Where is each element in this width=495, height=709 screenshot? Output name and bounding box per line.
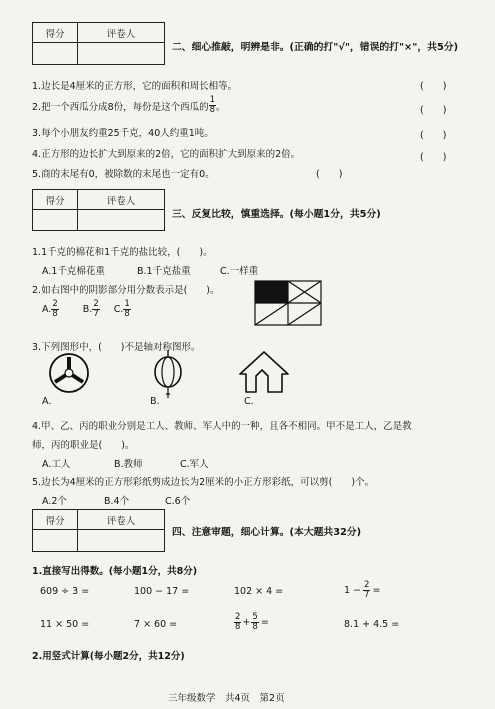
calc-item: 609 ÷ 3 =: [40, 586, 90, 597]
s3-q4-line1: 4.甲、乙、丙的职业分别是工人、教师、军人中的一种，且各不相同。甲不是工人，乙是教: [32, 421, 412, 432]
s3-q1-option-a: A.1千克棉花重: [42, 266, 105, 277]
s3-q1: 1.1千克的棉花和1千克的盐比较，( )。: [32, 247, 213, 258]
s3-q4-option-a: A.工人: [42, 459, 71, 470]
calc-item: 11 × 50 =: [40, 619, 90, 630]
s3-q2-option-b: B.: [82, 304, 93, 315]
s3-q1-option-c: C.一样重: [220, 266, 259, 277]
s3-q3: 3.下列图形中，( )不是轴对称图形。: [32, 342, 201, 353]
lantern-figure: [150, 350, 186, 400]
s2-item-4: 4.正方形的边长扩大到原来的2倍，它的面积扩大到原来的2倍。: [32, 149, 301, 160]
grader-cell: [78, 43, 165, 65]
s3-q4-line2: 师，丙的职业是( )。: [32, 440, 135, 451]
section2-title: 二、细心推敲，明辨是非。(正确的打"√"，错误的打"×"，共5分): [172, 42, 459, 53]
grader-label: 评卷人: [78, 23, 165, 43]
grader-label: 评卷人: [78, 510, 165, 530]
score-label: 得分: [33, 190, 78, 210]
calc-item: 102 × 4 =: [234, 586, 284, 597]
calc-item: 1 − $\frac{2}{7}$ =: [344, 580, 381, 600]
house-shape-figure: [238, 350, 290, 394]
s2-paren-5: ( ): [316, 169, 343, 180]
grader-cell: [78, 530, 165, 552]
fraction-shading-figure: [254, 280, 322, 326]
s3-q2-options: [42, 300, 131, 319]
s2-item-5: 5.商的末尾有0，被除数的末尾也一定有0。: [32, 169, 215, 180]
s2-item-1: 1.边长是4厘米的正方形，它的面积和周长相等。: [32, 81, 238, 92]
section3-title: 三、反复比较，慎重选择。(每小题1分，共5分): [172, 209, 381, 220]
score-cell: [33, 43, 78, 65]
fraction: $\frac{1}{8}$: [124, 299, 130, 319]
score-box: [32, 22, 165, 65]
s2-paren-1: ( ): [420, 81, 447, 92]
s2-item-2: 2.把一个西瓜分成8份，每份是这个西瓜的 $\frac{1}{8}$ 。: [32, 95, 226, 115]
s3-q3-option-a: A.: [42, 396, 52, 407]
s2-paren-4: ( ): [420, 152, 447, 163]
section4-title: 四、注意审题，细心计算。(本大题共32分): [172, 527, 362, 538]
s3-q2: 2.如右图中的阴影部分用分数表示是( )。: [32, 285, 220, 296]
s4-q1-title: 1.直接写出得数。(每小题1分，共8分): [32, 566, 198, 577]
fraction: $\frac{2}{7}$: [364, 580, 370, 600]
fraction: $\frac{1}{8}$: [209, 95, 216, 115]
s3-q3-option-b: B.: [150, 396, 160, 407]
fraction: $\frac{2}{7}$: [93, 299, 99, 319]
s3-q5: 5.边长为4厘米的正方形彩纸剪成边长为2厘米的小正方形彩纸，可以剪( )个。: [32, 477, 375, 488]
score-cell: [33, 210, 78, 231]
fraction: $\frac{2}{8}$: [52, 299, 58, 319]
s3-q4-option-c: C.军人: [180, 459, 209, 470]
s4-q2-title: 2.用竖式计算(每小题2分，共12分): [32, 651, 185, 662]
s2-paren-3: ( ): [420, 130, 447, 141]
s3-q4-option-b: B.教师: [114, 459, 143, 470]
s2-item-3: 3.每个小朋友约重25千克，40人约重1吨。: [32, 128, 214, 139]
s2-paren-2: ( ): [420, 105, 447, 116]
s3-q3-option-c: C.: [244, 396, 254, 407]
s3-q1-option-b: B.1千克盐重: [137, 266, 191, 277]
calc-item: $\frac{2}{8}$ + $\frac{5}{8}$ =: [235, 612, 269, 632]
s3-q2-option-a: A.: [42, 304, 52, 315]
three-blade-circle-figure: [48, 352, 90, 394]
calc-item: 100 − 17 =: [134, 586, 190, 597]
score-label: 得分: [33, 510, 78, 530]
score-label: 得分: [33, 23, 78, 43]
score-cell: [33, 530, 78, 552]
calc-item: 7 × 60 =: [134, 619, 178, 630]
score-box: [32, 189, 165, 231]
grader-label: 评卷人: [78, 190, 165, 210]
page-footer: 三年级数学 共4页 第2页: [168, 693, 285, 704]
fraction: $\frac{2}{8}$: [235, 612, 241, 632]
s3-q5-option-b: B.4个: [104, 496, 130, 507]
calc-item: 8.1 + 4.5 =: [344, 619, 400, 630]
grader-cell: [78, 210, 165, 231]
score-box: [32, 509, 165, 552]
s3-q5-option-a: A.2个: [42, 496, 67, 507]
fraction: $\frac{5}{8}$: [252, 612, 258, 632]
s3-q5-option-c: C.6个: [165, 496, 191, 507]
s3-q2-option-c: C.: [113, 304, 124, 315]
